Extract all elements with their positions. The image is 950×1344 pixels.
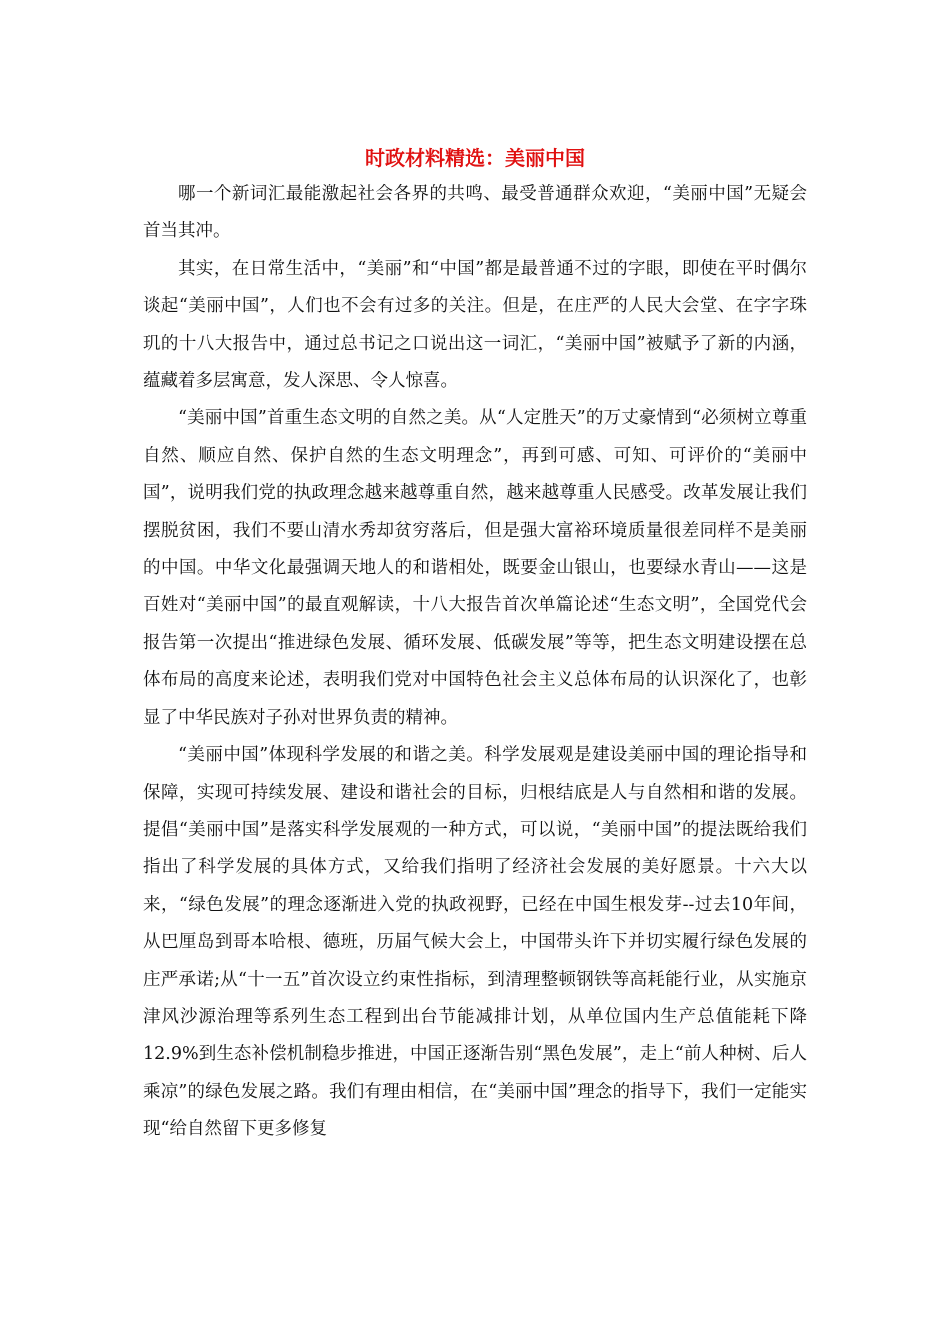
paragraph-2: 其实，在日常生活中，“美丽”和“中国”都是最普通不过的字眼，即使在平时偶尔谈起“美丽中国”，人们也不会有过多的关注。但是，在庄严的人民大会堂、在字字珠玑的十八大报告中，通过总书记之口说出这一词汇，“美丽中国”被赋予了新的内涵，蕴藏着多层寓意，发人深思、令人惊喜。 [143,258,807,392]
document-body [143,176,807,1149]
paragraph-3: “美丽中国”首重生态文明的自然之美。从“人定胜天”的万丈豪情到“必须树立尊重自然、顺应自然、保护自然的生态文明理念”，再到可感、可知、可评价的“美丽中国”，说明我们党的执政理念越来越尊重自然，越来越尊重人民感受。改革发展让我们摆脱贫困，我们不要山清水秀却贫穷落后，但是强大富裕环境质量很差同样不是美丽的中国。中华文化最强调天地人的和谐相处，既要金山银山，也要绿水青山——这是百姓对“美丽中国”的最直观解读，十八大报告首次单篇论述“生态文明”，全国党代会报告第一次提出“推进绿色发展、循环发展、低碳发展”等等，把生态文明建设摆在总体布局的高度来论述，表明我们党对中国特色社会主义总体布局的认识深化了，也彰显了中华民族对子孙对世界负责的精神。 [143,408,807,728]
paragraph-1: 哪一个新词汇最能激起社会各界的共鸣、最受普通群众欢迎，“美丽中国”无疑会首当其冲。 [143,184,807,242]
paragraph-4: “美丽中国”体现科学发展的和谐之美。科学发展观是建设美丽中国的理论指导和保障，实现可持续发展、建设和谐社会的目标，归根结底是人与自然相和谐的发展。提倡“美丽中国”是落实科学发展观的一种方式，可以说，“美丽中国”的提法既给我们指出了科学发展的具体方式，又给我们指明了经济社会发展的美好愿景。十六大以来，“绿色发展”的理念逐渐进入党的执政视野，已经在中国生根发芽--过去10年间，从巴厘岛到哥本哈根、德班，历届气候大会上，中国带头许下并切实履行绿色发展的庄严承诺;从“十一五”首次设立约束性指标，到清理整顿钢铁等高耗能行业，从实施京津风沙源治理等系列生态工程到出台节能减排计划，从单位国内生产总值能耗下降12.9%到生态补偿机制稳步推进，中国正逐渐告别“黑色发展”，走上“前人种树、后人乘凉”的绿色发展之路。我们有理由相信，在“美丽中国”理念的指导下，我们一定能实现“给自然留下更多修复 [143,745,807,1140]
document-title: 时政材料精选：美丽中国 [365,146,585,170]
